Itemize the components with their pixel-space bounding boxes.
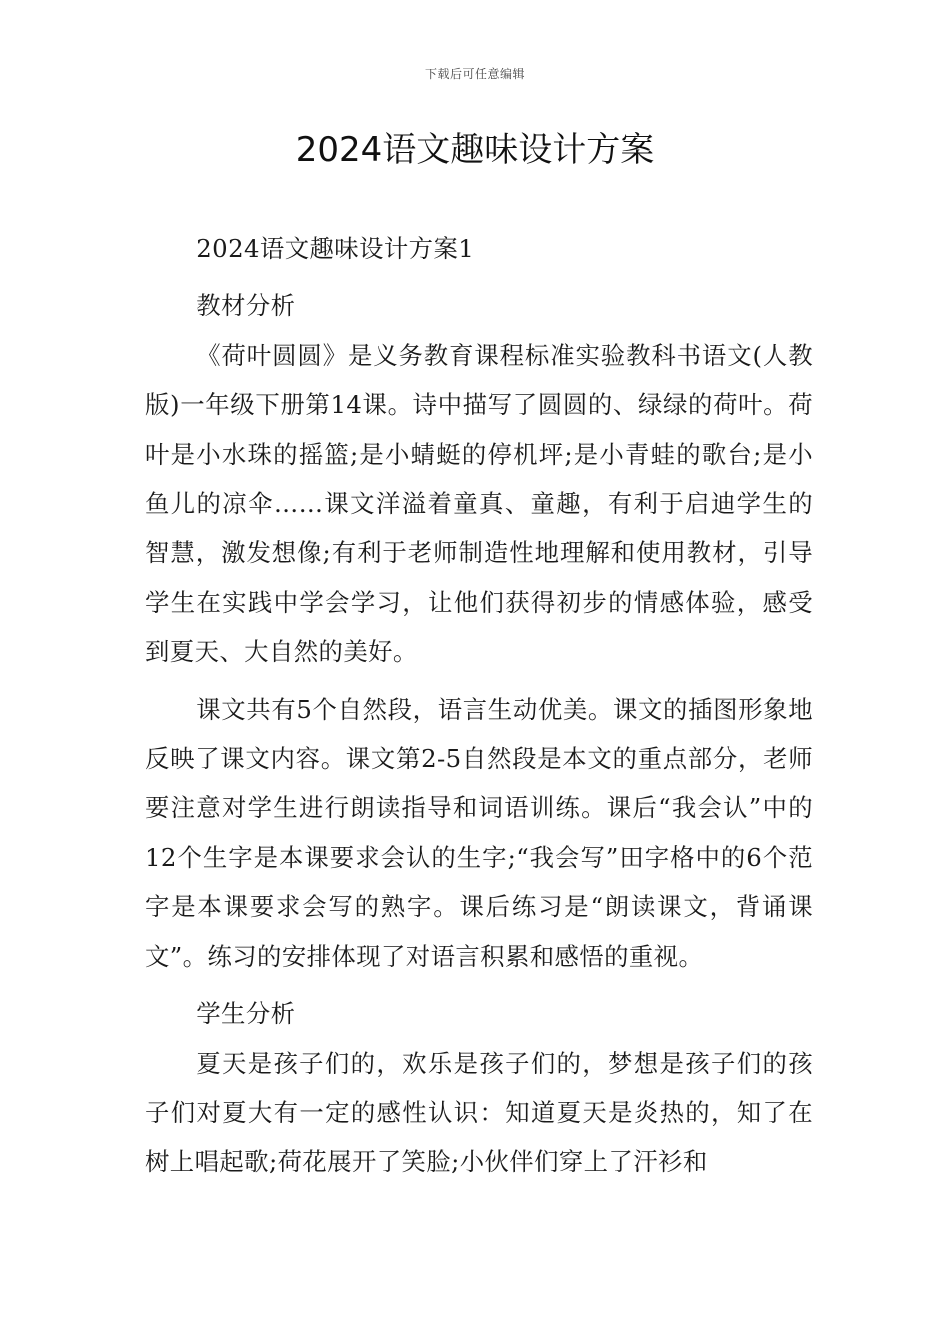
document-title: 2024语文趣味设计方案 bbox=[295, 130, 655, 170]
paragraph-students-1: 夏天是孩子们的，欢乐是孩子们的，梦想是孩子们的孩子们对夏大有一定的感性认识：知道夏天是炎热的，知了在树上唱起歌;荷花展开了笑脸;小伙伴们穿上了汗衫和 bbox=[145, 1048, 813, 1177]
subtitle: 2024语文趣味设计方案1 bbox=[196, 234, 475, 263]
document-body bbox=[145, 224, 813, 1187]
section-heading-student-analysis: 学生分析 bbox=[196, 999, 296, 1029]
paragraph-textbook-2: 课文共有5个自然段，语言生动优美。课文的插图形象地反映了课文内容。课文第2-5自然段是本文的重点部分，老师要注意对学生进行朗读指导和词语训练。课后“我会认”中的12个生字是本课要求会认的生字;“我会写”田字格中的6个范字是本课要求会写的熟字。课后练习是“朗读课文，背诵课文”。练习的安排体现了对语言积累和感悟的重视。 bbox=[145, 694, 813, 971]
page-header-note: 下载后可任意编辑 bbox=[424, 67, 525, 81]
paragraph-textbook-1: 《荷叶圆圆》是义务教育课程标准实验教科书语文(人教版)一年级下册第14课。诗中描写了圆圆的、绿绿的荷叶。荷叶是小水珠的摇篮;是小蜻蜓的停机坪;是小青蛙的歌台;是小鱼儿的凉伞……课文洋溢着童真、童趣，有利于启迪学生的智慧，激发想像;有利于老师制造性地理解和使用教材，引导学生在实践中学会学习，让他们获得初步的情感体验，感受到夏天、大自然的美好。 bbox=[145, 340, 813, 667]
section-heading-textbook-analysis: 教材分析 bbox=[196, 291, 296, 321]
